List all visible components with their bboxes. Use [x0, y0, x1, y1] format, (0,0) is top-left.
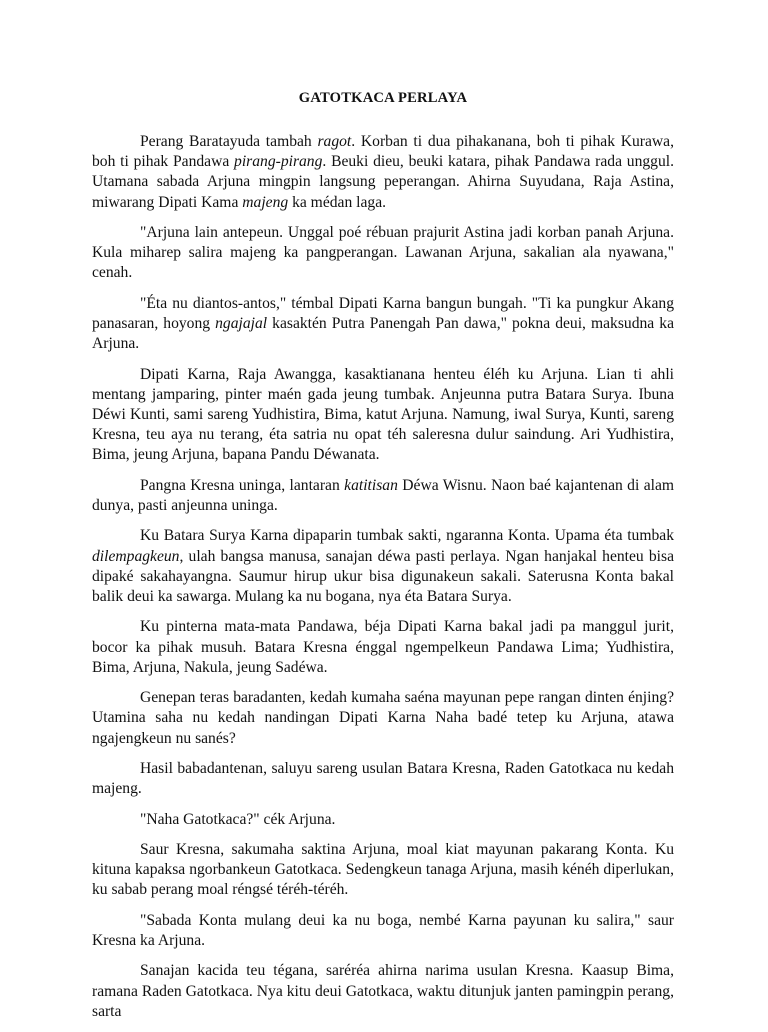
- italic-text: ngajajal: [215, 315, 268, 332]
- body-paragraph: [92, 810, 674, 830]
- body-paragraph: [92, 476, 674, 516]
- body-paragraph: [92, 617, 674, 678]
- document-body: [92, 132, 674, 1032]
- text-run: ka médan laga.: [288, 193, 387, 211]
- body-paragraph: [92, 911, 674, 951]
- document-title: GATOTKACA PERLAYA: [298, 90, 468, 106]
- text-run: Ku pinterna mata-mata Pandawa, béja Dipati Karna bakal jadi pa manggul jurit, bocor ka pihak musuh. Batara Kresna énggal ngempelkeun Pandawa Lima; Yudhistira, Bima, Arjuna, Nakula, jeung Sadéwa.: [92, 618, 674, 676]
- body-paragraph: [92, 688, 674, 749]
- text-run: Pangna Kresna uninga, lantaran: [140, 476, 345, 494]
- body-paragraph: [92, 759, 674, 799]
- italic-text: dilempagkeun: [92, 547, 180, 565]
- body-paragraph: [92, 961, 674, 1022]
- text-run: Saur Kresna, sakumaha saktina Arjuna, moal kiat mayunan pakarang Konta. Ku kituna kapaksa ngorbankeun Gatotkaca. Sedengkeun tanaga Arjuna, masih kénéh diperlukan, ku sabab perang moal réngsé téréh-téréh.: [92, 840, 674, 899]
- text-run: Perang Baratayuda tambah: [140, 133, 318, 150]
- text-run: "Éta nu diantos-antos," témbal Dipati Karna bangun bungah. "Ti ka pungkur Akang panasaran, hoyong: [92, 294, 674, 332]
- text-run: Ku Batara Surya Karna dipaparin tumbak sakti, ngaranna Konta. Upama éta tumbak: [140, 527, 674, 545]
- text-run: . Korban ti dua pihakanana, boh ti pihak Kurawa, boh ti pihak Pandawa: [92, 133, 674, 171]
- text-run: Sanajan kacida teu tégana, saréréa ahirna narima usulan Kresna. Kaasup Bima, ramana Raden Gatotkaca. Nya kitu deui Gatotkaca, waktu ditunjuk janten pamingpin perang, sarta: [92, 962, 674, 1020]
- italic-text: pirang-pirang: [234, 153, 323, 171]
- text-run: Déwa Wisnu. Naon baé kajantenan di alam dunya, pasti anjeunna uninga.: [92, 476, 675, 514]
- body-paragraph: [92, 840, 674, 901]
- text-run: "Sabada Konta mulang deui ka nu boga, nembé Karna payunan ku salira," saur Kresna ka Arjuna.: [92, 911, 674, 949]
- body-paragraph: [92, 365, 674, 466]
- text-run: Hasil babadantenan, saluyu sareng usulan Batara Kresna, Raden Gatotkaca nu kedah majeng.: [92, 759, 674, 798]
- italic-text: ragot: [317, 133, 352, 150]
- text-run: , ulah bangsa manusa, sanajan déwa pasti perlaya. Ngan hanjakal henteu bisa dipaké sakahayangna. Saumur hirup ukur bisa digunakeun sakali. Saterusna Konta bakal balik deui ka sawarga. Mulang ka nu bogana, nya éta Batara Surya.: [92, 547, 674, 605]
- body-paragraph: [92, 526, 674, 607]
- italic-text: katitisan: [344, 476, 398, 494]
- italic-text: majeng: [242, 193, 289, 211]
- text-run: "Arjuna lain antepeun. Unggal poé rébuan prajurit Astina jadi korban panah Arjuna. Kula miharep salira majeng ka pangperangan. Lawanan Arjuna, sakalian ala nyawana," cenah.: [92, 224, 674, 282]
- text-run: "Naha Gatotkaca?" cék Arjuna.: [140, 810, 336, 828]
- body-paragraph: [92, 132, 674, 213]
- body-paragraph: [92, 294, 674, 355]
- text-run: . Beuki dieu, beuki katara, pihak Pandawa rada unggul. Utamana sabada Arjuna mingpin langsung peperangan. Ahirna Suyudana, Raja Astina, miwarang Dipati Kama: [92, 153, 674, 211]
- text-run: Genepan teras baradanten, kedah kumaha saéna mayunan pepe rangan dinten énjing? Utamina saha nu kedah nandingan Dipati Karna Naha badé tetep ku Arjuna, atawa ngajengkeun nu sanés?: [92, 689, 674, 747]
- text-run: Dipati Karna, Raja Awangga, kasaktianana henteu éléh ku Arjuna. Lian ti ahli mentang jamparing, pinter maén gada jeung tumbak. Anjeunna putra Batara Surya. Ibuna Déwi Kunti, sami sareng Yudhistira, Bima, katut Arjuna. Namung, iwal Surya, Kunti, sareng Kresna, teu aya nu terang, éta satria nu opat téh saleresna dulur saindung. Ari Yudhistira, Bima, jeung Arjuna, bapana Pandu Déwanata.: [92, 365, 674, 464]
- text-run: kasaktén Putra Panengah Pan dawa," pokna deui, maksudna ka Arjuna.: [92, 315, 674, 353]
- body-paragraph: [92, 223, 674, 284]
